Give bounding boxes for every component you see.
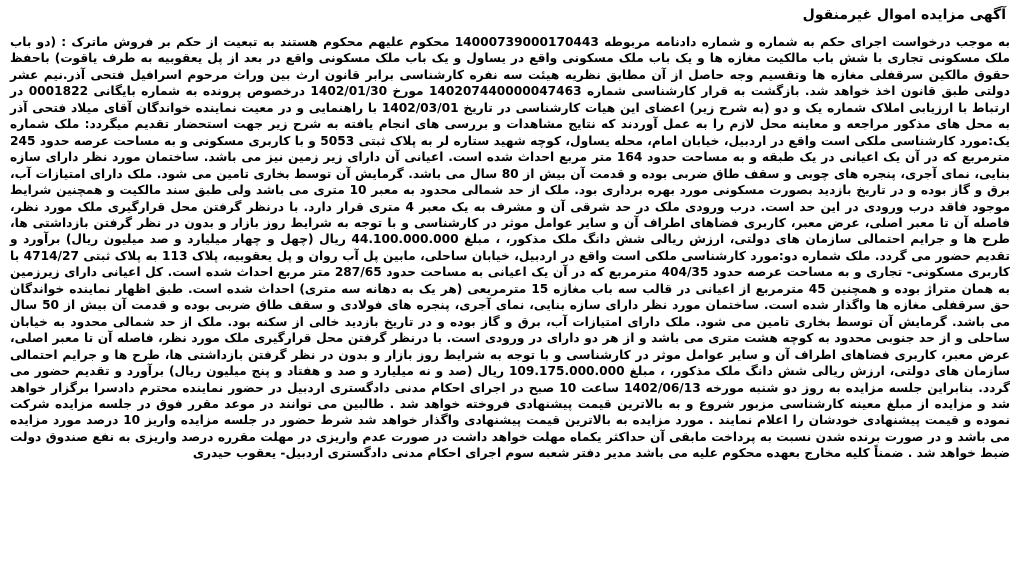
notice-body: به موجب درخواست اجرای حکم به شماره و شماره دادنامه مربوطه 14000739000170443 محکوم علیهم محکوم هستند به تبعیت از حکم بر فروش ماترک : (دو باب ملک مسکونی تجاری با شش باب مالکیت مغازه ها و یک باب ملک مسکونی واقع در یساول و یک باب ملک مسکونی واقع در بعد از پل یعقوبیه به طرف یاقوت) باحفظ حقوق مالکین سرقفلی مغازه ها وتقسیم وجه حاصل از آن مطابق نظریه هیئت سه نفره کارشناسی برابر قانون ارث بین وراث مرحوم اسرافیل فتحی آذر.نیم عشر دولتی طبق قانون اخذ خواهد شد. بازگشت به قرار کارشناسی شماره 140207440000047463 مورخ 1402/01/30 درخصوص پرونده به شماره بایگانی 0001822 در ارتباط با ارزیابی املاک شماره یک و دو (به شرح زیر) اعضای این هیات کارشناسی در تاریخ 1402/03/01 با راهنمایی و در معیت نماینده خواندگان آقای میلاد فتحی آذر به محل های مذکور مراجعه و معاینه محل لازم را به عمل آوردند که نتایج مشاهدات و بررسی های انجام یافته به شرح زیر جهت استحضار تقدیم میگردد: ملک شماره یک:مورد کارشناسی ملکی است واقع در اردبیل، خیابان امام، محله یساول، کوچه شهید ستاره لر به پلاک ثبتی 5053 و با کاربری مسکونی و به مساحت عرصه حدود 245 مترمربع که در آن یک اعیانی در یک طبقه و به مساحت حدود 164 متر مربع احداث شده است. اعیانی آن دارای زیر زمین نیز می باشد. ساختمان مورد نظر دارای سازه بنایی، نمای آجری، پنجره های چوبی و سقف طاق ضربی بوده و قدمت آن بیش از 80 سال می باشد. گرمایش آن توسط بخاری تامین می شود. ملک دارای امتیازات آب، برق و گاز بوده و در تاریخ بازدید بصورت مسکونی مورد بهره برداری بود. ملک از حد شمالی محدود به معبر 10 متری می باشد ولی طبق سند مالکیت و همچنین شرایط موجود فاقد درب ورودی در این حد است. درب ورودی ملک در حد شرقی آن و مشرف به یک معبر 4 متری قرار دارد. با درنظر گرفتن محل قرارگیری ملک مورد نظر، فاصله آن تا معبر اصلی، عرض معبر، کاربری فضاهای اطراف آن و سایر عوامل موثر در کارشناسی و با توجه به شرایط روز بازار و بدون در نظر گرفتن بازداشتی ها، طرح ها و جرایم احتمالی سازمان های دولتی، ارزش ریالی شش دانگ ملک مذکور، ، مبلغ 44.100.000.000 ریال (چهل و چهار میلیارد و صد میلیون ریال) برآورد و تقدیم حضور می گردد. ملک شماره دو:مورد کارشناسی ملکی است واقع در اردبیل، خیابان ساحلی، مابین پل آب روان و پل یعقوبیه، پلاک 113 به پلاک ثبتی 4714/27 با کاربری مسکونی- تجاری و به مساحت عرصه حدود 404/35 مترمربع که در آن یک اعیانی به مساحت حدود 287/65 متر مربع احداث شده است. کل اعیانی دارای زیرزمین به همان متراژ بوده و همچنین 45 مترمربع از اعیانی در قالب سه باب مغازه 15 مترمربعی (هر یک به دهانه سه متری) احداث شده است. طبق اظهار نماینده خواندگان حق سرقفلی مغازه ها واگذار شده است. ساختمان مورد نظر دارای سازه بنایی، نمای آجری، پنجره های فولادی و سقف طاق ضربی بوده و قدمت آن بیش از 50 سال می باشد. گرمایش آن توسط بخاری تامین می شود. ملک دارای امتیازات آب، برق و گاز بوده و در تاریخ بازدید خالی از سکنه بود. ملک از حد شمالی محدود به خیابان ساحلی و از حد جنوبی محدود به کوچه هشت متری می باشد و از هر دو دارای در ورودی است. با درنظر گرفتن محل قرارگیری ملک مورد نظر، فاصله آن تا معبر اصلی، عرض معبر، کاربری فضاهای اطراف آن و سایر عوامل موثر در کارشناسی و با توجه به شرایط روز بازار و بدون در نظر گرفتن بازداشتی ها، طرح ها و جرایم احتمالی سازمان های دولتی، ارزش ریالی شش دانگ ملک مذکور، ، مبلغ 109.175.000.000 ریال (صد و نه میلیارد و صد و هفتاد و پنج میلیون ریال) برآورد و تقدیم حضور می گردد. بنابراین جلسه مزایده به روز دو شنبه مورخه 1402/06/13 ساعت 10 صبح در اجرای احکام مدنی دادگستری اردبیل در حضور نماینده محترم دادسرا برگزار خواهد شد و مزایده از مبلغ معینه کارشناسی مزبور شروع و به بالاترین قیمت پیشنهادی فروخته خواهد شد . طالبین می توانند در موعد مقرر فوق در جلسه مزایده شرکت نموده و قیمت پیشنهادی خودشان را اعلام نمایند . مورد مزایده به بالاترین قیمت پیشنهادی واگذار خواهد شد شرط حضور در جلسه مزایده واریز 10 درصد مورد مزایده می باشد و در صورت برنده شدن نسبت به پرداخت مابقی آن حداکثر یکماه مهلت خواهد داشت در صورت عدم واریزی در مهلت مقرره درصد واریزی به نفع صندوق دولت ضبط خواهد شد . ضمناً کلیه مخارج بعهده محکوم علیه می باشد مدیر دفتر شعبه سوم اجرای احکام مدنی دادگستری اردبیل- یعقوب حیدری <box>10 35 1011 461</box>
notice-title: آگهی مزایده اموال غیرمنقول <box>802 7 1006 23</box>
